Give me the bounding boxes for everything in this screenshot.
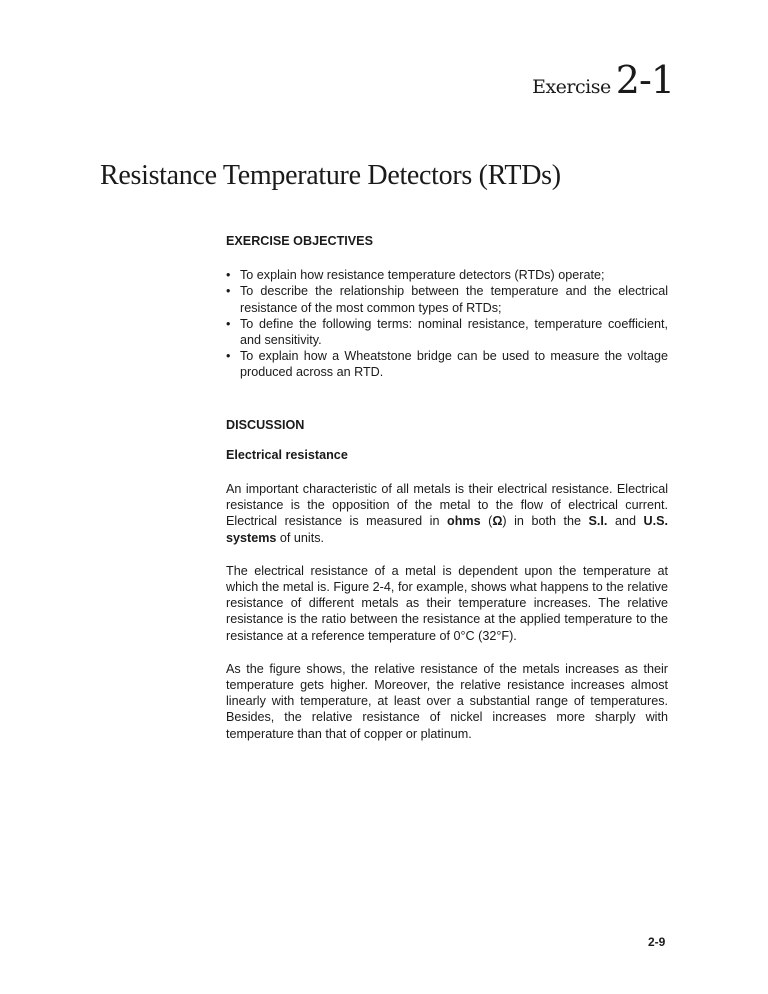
list-item: • To explain how a Wheatstone bridge can be used to measure the voltage produced across an RTD. bbox=[226, 348, 668, 380]
text: and bbox=[607, 514, 644, 529]
list-item: • To explain how resistance temperature detectors (RTDs) operate; bbox=[226, 267, 668, 283]
text: of units. bbox=[276, 530, 325, 545]
subheading-electrical-resistance: Electrical resistance bbox=[226, 447, 348, 462]
main-column bbox=[226, 233, 668, 742]
exercise-word: Exercise bbox=[532, 76, 611, 98]
text: ( bbox=[480, 514, 493, 529]
term-si: S.I. bbox=[588, 514, 608, 529]
page-number: 2-9 bbox=[648, 935, 666, 949]
page-title: Resistance Temperature Detectors (RTDs) bbox=[100, 160, 561, 191]
list-item: • To define the following terms: nominal resistance, temperature coefficient, and sensitivity. bbox=[226, 316, 668, 348]
term-ohms: ohms bbox=[447, 514, 481, 529]
exercise-number: 2-1 bbox=[615, 58, 674, 102]
objectives-list bbox=[226, 267, 668, 380]
paragraph-1 bbox=[226, 481, 668, 546]
exercise-header bbox=[532, 58, 674, 102]
paragraph-2: The electrical resistance of a metal is dependent upon the temperature at which the metal is. Figure 2-4, for example, shows what happens to the relative resistance of different metals as their temperature increases. The relative resistance is the ratio between the resistance at the applied temperature to the resistance at a reference temperature of 0°C (32°F). bbox=[226, 563, 668, 643]
text: ) in both the bbox=[502, 514, 589, 529]
omega-symbol: Ω bbox=[492, 514, 503, 529]
discussion-heading: DISCUSSION bbox=[226, 417, 305, 432]
list-item: • To describe the relationship between the temperature and the electrical resistance of the most common types of RTDs; bbox=[226, 283, 668, 315]
paragraph-3: As the figure shows, the relative resistance of the metals increases as their temperature gets higher. Moreover, the relative resistance increases almost linearly with temperature, at least over a substantial range of temperatures. Besides, the relative resistance of nickel increases more sharply with temperature than that of copper or platinum. bbox=[226, 661, 668, 741]
objectives-heading: EXERCISE OBJECTIVES bbox=[226, 234, 373, 248]
term-us-systems: U.S. systems bbox=[226, 514, 668, 545]
text: An important characteristic of all metals is their electrical resistance. Electrical resistance is the opposition of the metal to the flow of electrical current. Electrical resistance is measured in bbox=[226, 482, 668, 529]
